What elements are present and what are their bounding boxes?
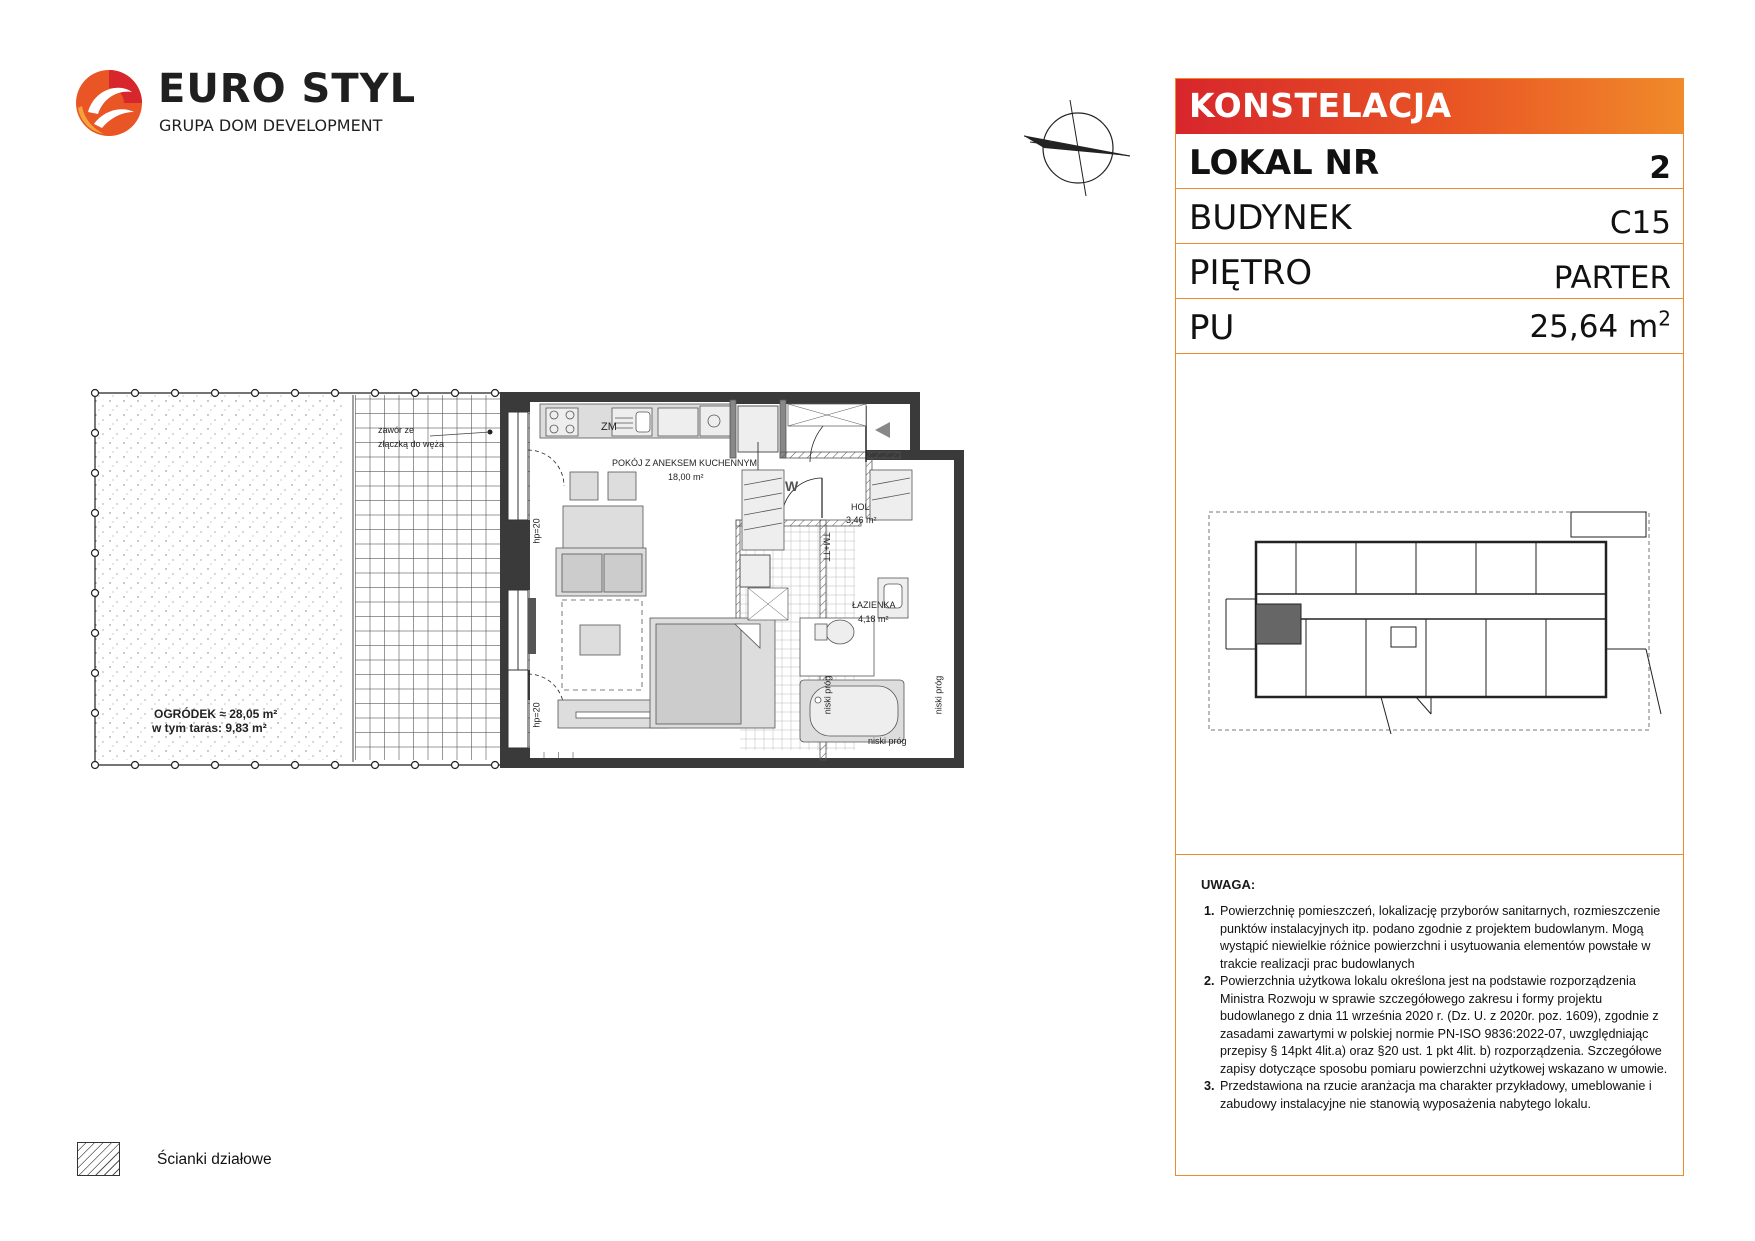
kitchen-counter xyxy=(540,404,730,438)
garden-label-1: OGRÓDEK ≈ 28,05 m² xyxy=(154,707,278,721)
low-threshold-vertical-1: niski próg xyxy=(822,675,833,715)
bath-label: ŁAZIENKA xyxy=(852,600,896,610)
garden-area xyxy=(95,395,345,760)
pu-number: 25,64 m xyxy=(1529,309,1659,345)
zm-label: ZM xyxy=(601,421,617,433)
hp-label-2: hp=20 xyxy=(531,702,542,728)
row-pietro xyxy=(1176,244,1683,299)
project-name: KONSTELACJA xyxy=(1189,86,1452,125)
panel-header xyxy=(1176,79,1683,134)
tm-label: TM+TT xyxy=(821,532,832,562)
apartment-highlight xyxy=(1256,604,1301,644)
row-pu-label: PU xyxy=(1189,308,1235,348)
garden-label-2: w tym taras: 9,83 m² xyxy=(152,721,267,735)
compass-icon xyxy=(1020,98,1140,198)
legend-label: Ścianki działowe xyxy=(157,1151,272,1168)
row-pu xyxy=(1176,299,1683,354)
hall-label: HOL xyxy=(851,502,870,512)
hp-label-1: hp=20 xyxy=(531,518,542,544)
row-pietro-value: PARTER xyxy=(1553,260,1671,296)
row-budynek-value: C15 xyxy=(1609,205,1671,241)
notes-title: UWAGA: xyxy=(1201,877,1256,892)
info-panel xyxy=(1175,78,1684,1176)
logo-subtitle: GRUPA DOM DEVELOPMENT xyxy=(159,116,383,135)
room-main-area: 18,00 m² xyxy=(668,472,704,482)
row-pu-value xyxy=(1529,306,1671,345)
low-threshold-vertical-2: niski próg xyxy=(933,675,944,715)
pu-unit-sup: 2 xyxy=(1658,306,1671,331)
eurostyl-logo-icon xyxy=(74,68,144,138)
row-budynek xyxy=(1176,189,1683,244)
w-label: W xyxy=(785,478,799,494)
hall-area: 3,46 m² xyxy=(846,515,877,525)
row-budynek-label: BUDYNEK xyxy=(1189,198,1352,238)
note-item-3: 3. Przedstawiona na rzucie aranżacja ma charakter przykładowy, umeblowanie i zabudowy instalacyjne nie stanowią wyposażenia nabytego lokalu. xyxy=(1218,1078,1680,1113)
notes-section xyxy=(1176,854,1683,1176)
bath-area: 4,18 m² xyxy=(858,614,889,624)
valve-label-1: zawór ze xyxy=(378,425,415,435)
row-lokal-value: 2 xyxy=(1649,150,1671,186)
row-pietro-label: PIĘTRO xyxy=(1189,253,1313,293)
notes-list xyxy=(1201,903,1680,1113)
valve-label-2: złączką do węża xyxy=(378,439,445,449)
logo-brand: EURO STYL xyxy=(158,66,417,112)
legend-hatch-swatch xyxy=(77,1142,120,1176)
room-main-label: POKÓJ Z ANEKSEM KUCHENNYM xyxy=(612,458,758,468)
building-key-plan xyxy=(1206,509,1666,734)
row-lokal xyxy=(1176,134,1683,189)
note-item-1: 1. Powierzchnię pomieszczeń, lokalizację przyborów sanitarnych, rozmieszczenie punktów instalacyjnych itp. podano zgodnie z projektem budowlanym. Mogą wystąpić niewielkie różnice powierzchni i usytuowania elementów powstałe w trakcie realizacji prac budowlanych xyxy=(1218,903,1680,973)
note-item-2: 2. Powierzchnia użytkowa lokalu określona jest na podstawie rozporządzenia Ministra Rozwoju w sprawie szczegółowego zakresu i formy projektu budowlanego z dnia 11 września 2020 r. (Dz. U. z 2020r. poz. 1609), zgodnie z zasadami zawartymi w polskiej normie PN-ISO 9836:2022-07, uwzględniając przepisy § 14pkt 4lit.a) oraz §20 ust. 1 pkt 4lit. b) rozporządzenia. Szczegółowe zapisy dotyczące sposobu pomiaru powierzchni użytkowej wskazano w umowie. xyxy=(1218,973,1680,1078)
row-lokal-label: LOKAL NR xyxy=(1189,143,1380,183)
low-threshold-label: niski próg xyxy=(868,736,907,746)
